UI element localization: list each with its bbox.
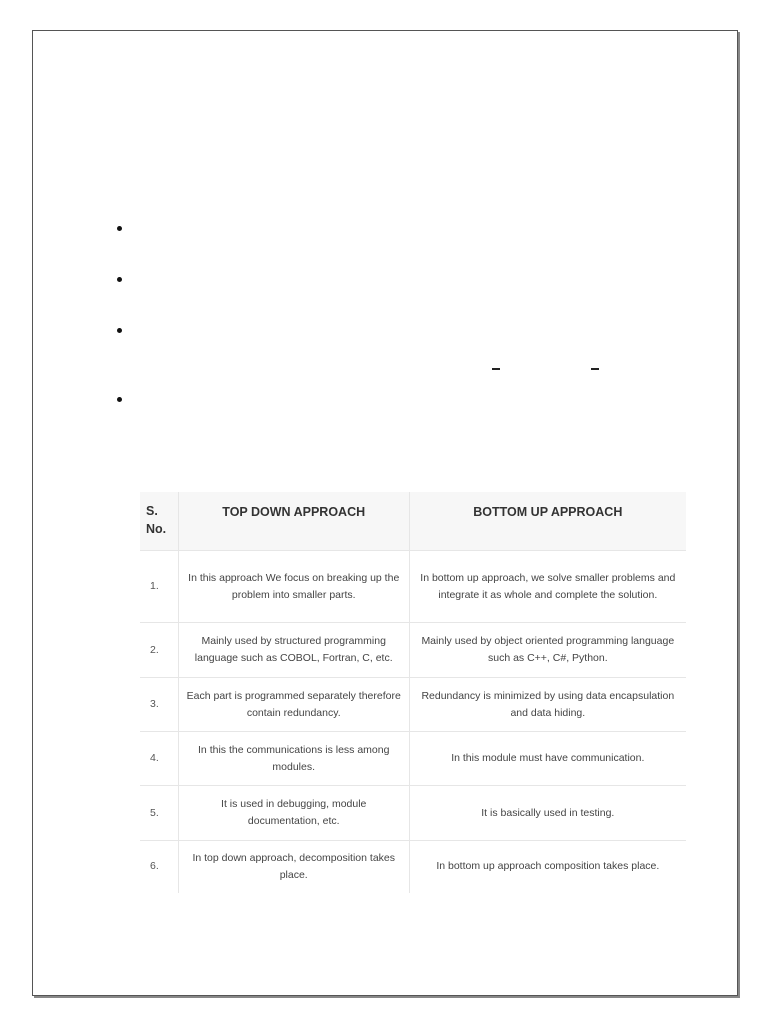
header-sno: S. No. <box>140 492 178 551</box>
bullet-marker-2 <box>117 277 122 282</box>
underscore-mark-1 <box>492 368 500 370</box>
row-number: 1. <box>140 551 178 623</box>
table-row <box>140 678 686 732</box>
bottom-up-cell: Mainly used by object oriented programming language such as C++, C#, Python. <box>409 623 686 678</box>
table-row <box>140 732 686 786</box>
bullet-marker-1 <box>117 226 122 231</box>
table-header-row <box>140 492 686 551</box>
table-row <box>140 786 686 841</box>
bottom-up-cell: In bottom up approach composition takes place. <box>436 860 660 873</box>
underscore-mark-2 <box>591 368 599 370</box>
bottom-up-cell: It is basically used in testing. <box>409 786 686 841</box>
header-top-down: TOP DOWN APPROACH <box>178 492 409 551</box>
row-number: 5. <box>140 786 178 841</box>
table-row <box>140 551 686 623</box>
table-row <box>140 623 686 678</box>
top-down-cell: It is used in debugging, module documentation, etc. <box>178 786 409 841</box>
row-number: 2. <box>140 623 178 678</box>
bullet-marker-4 <box>117 397 122 402</box>
top-down-cell: In this approach We focus on breaking up the problem into smaller parts. <box>178 551 409 623</box>
row-number: 4. <box>140 732 178 786</box>
bottom-up-cell: In bottom up approach, we solve smaller problems and integrate it as whole and complete the solution. <box>409 551 686 623</box>
row-number: 3. <box>140 678 178 732</box>
top-down-cell: In top down approach, decomposition takes place. <box>178 841 409 893</box>
table-row <box>140 841 686 893</box>
bullet-marker-3 <box>117 328 122 333</box>
bottom-up-cell: Redundancy is minimized by using data encapsulation and data hiding. <box>409 678 686 732</box>
bottom-up-cell: In this module must have communication. <box>409 732 686 786</box>
top-down-cell: In this the communications is less among modules. <box>178 732 409 786</box>
header-bottom-up: BOTTOM UP APPROACH <box>409 492 686 551</box>
top-down-cell: Each part is programmed separately therefore contain redundancy. <box>178 678 409 732</box>
row-number: 6. <box>140 841 178 893</box>
comparison-table <box>140 492 686 893</box>
top-down-cell: Mainly used by structured programming language such as COBOL, Fortran, C, etc. <box>178 623 409 678</box>
